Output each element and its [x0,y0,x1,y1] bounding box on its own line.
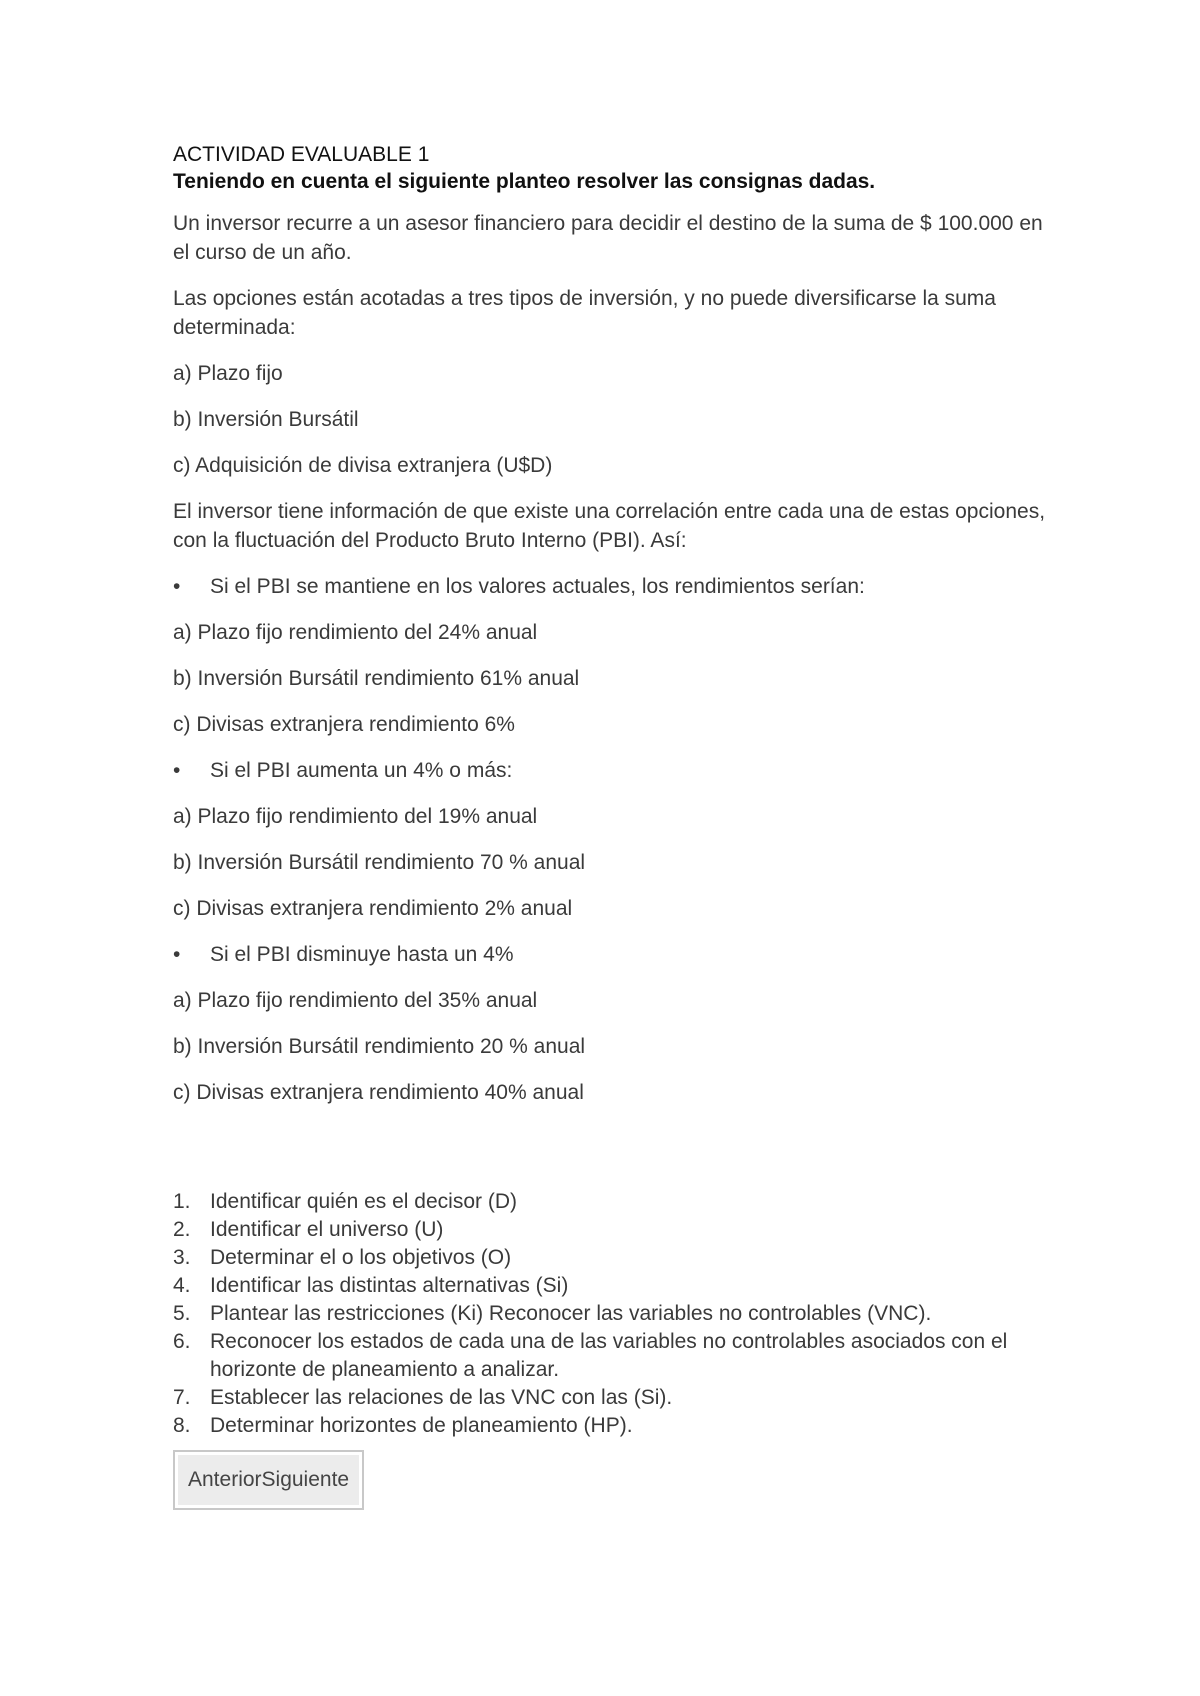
list-item-text: Plantear las restricciones (Ki) Reconocer las variables no controlables (VNC). [210,1302,932,1325]
option-item: b) Inversión Bursátil [173,408,359,431]
list-number: 3. [173,1246,191,1269]
bullet-icon: • [173,575,181,598]
list-number: 7. [173,1386,191,1409]
pagination-buttons [178,1455,359,1505]
scenario-item: a) Plazo fijo rendimiento del 19% anual [173,805,538,828]
next-button[interactable]: Siguiente [261,1468,350,1491]
page-title: ACTIVIDAD EVALUABLE 1 [173,143,430,166]
scenario-item: c) Divisas extranjera rendimiento 40% anual [173,1081,584,1104]
list-item-text: Identificar el universo (U) [210,1218,444,1241]
list-number: 2. [173,1218,191,1241]
list-item [173,1412,1053,1440]
correlation-paragraph: El inversor tiene información de que existe una correlación entre cada una de estas opciones, con la fluctuación del Producto Bruto Interno (PBI). Así: [173,500,1046,552]
list-number: 4. [173,1274,191,1297]
scenario-item: b) Inversión Bursátil rendimiento 70 % anual [173,851,586,874]
bullet-icon: • [173,943,181,966]
list-item [173,1188,1053,1216]
scenario-text: Si el PBI se mantiene en los valores actuales, los rendimientos serían: [210,575,865,598]
list-item-text: Determinar el o los objetivos (O) [210,1246,512,1269]
list-item [173,1216,1053,1244]
pagination-nav [173,1450,364,1510]
list-item [173,1384,1053,1412]
intro-paragraph: Las opciones están acotadas a tres tipos de inversión, y no puede diversificarse la suma determinada: [173,287,996,339]
scenario-item: b) Inversión Bursátil rendimiento 20 % anual [173,1035,586,1058]
scenario-bullet [173,572,1053,601]
list-item [173,1328,1053,1384]
list-item-text: Establecer las relaciones de las VNC con las (Si). [210,1386,673,1409]
bullet-icon: • [173,759,181,782]
list-number: 6. [173,1330,191,1353]
list-item [173,1272,1053,1300]
scenario-bullet [173,940,1053,969]
scenario-item: c) Divisas extranjera rendimiento 6% [173,713,515,736]
scenario-item: a) Plazo fijo rendimiento del 24% anual [173,621,538,644]
previous-button[interactable]: Anterior [188,1468,262,1491]
page-subtitle: Teniendo en cuenta el siguiente planteo resolver las consignas dadas. [173,170,876,193]
intro-paragraph: Un inversor recurre a un asesor financiero para decidir el destino de la suma de $ 100.000 en el curso de un año. [173,212,1043,264]
list-item-text: Identificar quién es el decisor (D) [210,1190,517,1213]
list-number: 5. [173,1302,191,1325]
scenario-item: a) Plazo fijo rendimiento del 35% anual [173,989,538,1012]
spacer [173,1124,1053,1188]
document-page [173,141,1053,1510]
list-number: 8. [173,1414,191,1437]
scenario-text: Si el PBI disminuye hasta un 4% [210,943,514,966]
list-item [173,1244,1053,1272]
list-item-text: Reconocer los estados de cada una de las variables no controlables asociados con el horizonte de planeamiento a analizar. [210,1330,1008,1381]
list-item-text: Identificar las distintas alternativas (Si) [210,1274,569,1297]
option-item: a) Plazo fijo [173,362,283,385]
consignas-list [173,1188,1053,1440]
list-item [173,1300,1053,1328]
scenario-bullet [173,756,1053,785]
option-item: c) Adquisición de divisa extranjera (U$D) [173,454,553,477]
scenario-item: b) Inversión Bursátil rendimiento 61% anual [173,667,580,690]
scenario-text: Si el PBI aumenta un 4% o más: [210,759,513,782]
list-number: 1. [173,1190,191,1213]
list-item-text: Determinar horizontes de planeamiento (HP). [210,1414,633,1437]
scenario-item: c) Divisas extranjera rendimiento 2% anual [173,897,573,920]
